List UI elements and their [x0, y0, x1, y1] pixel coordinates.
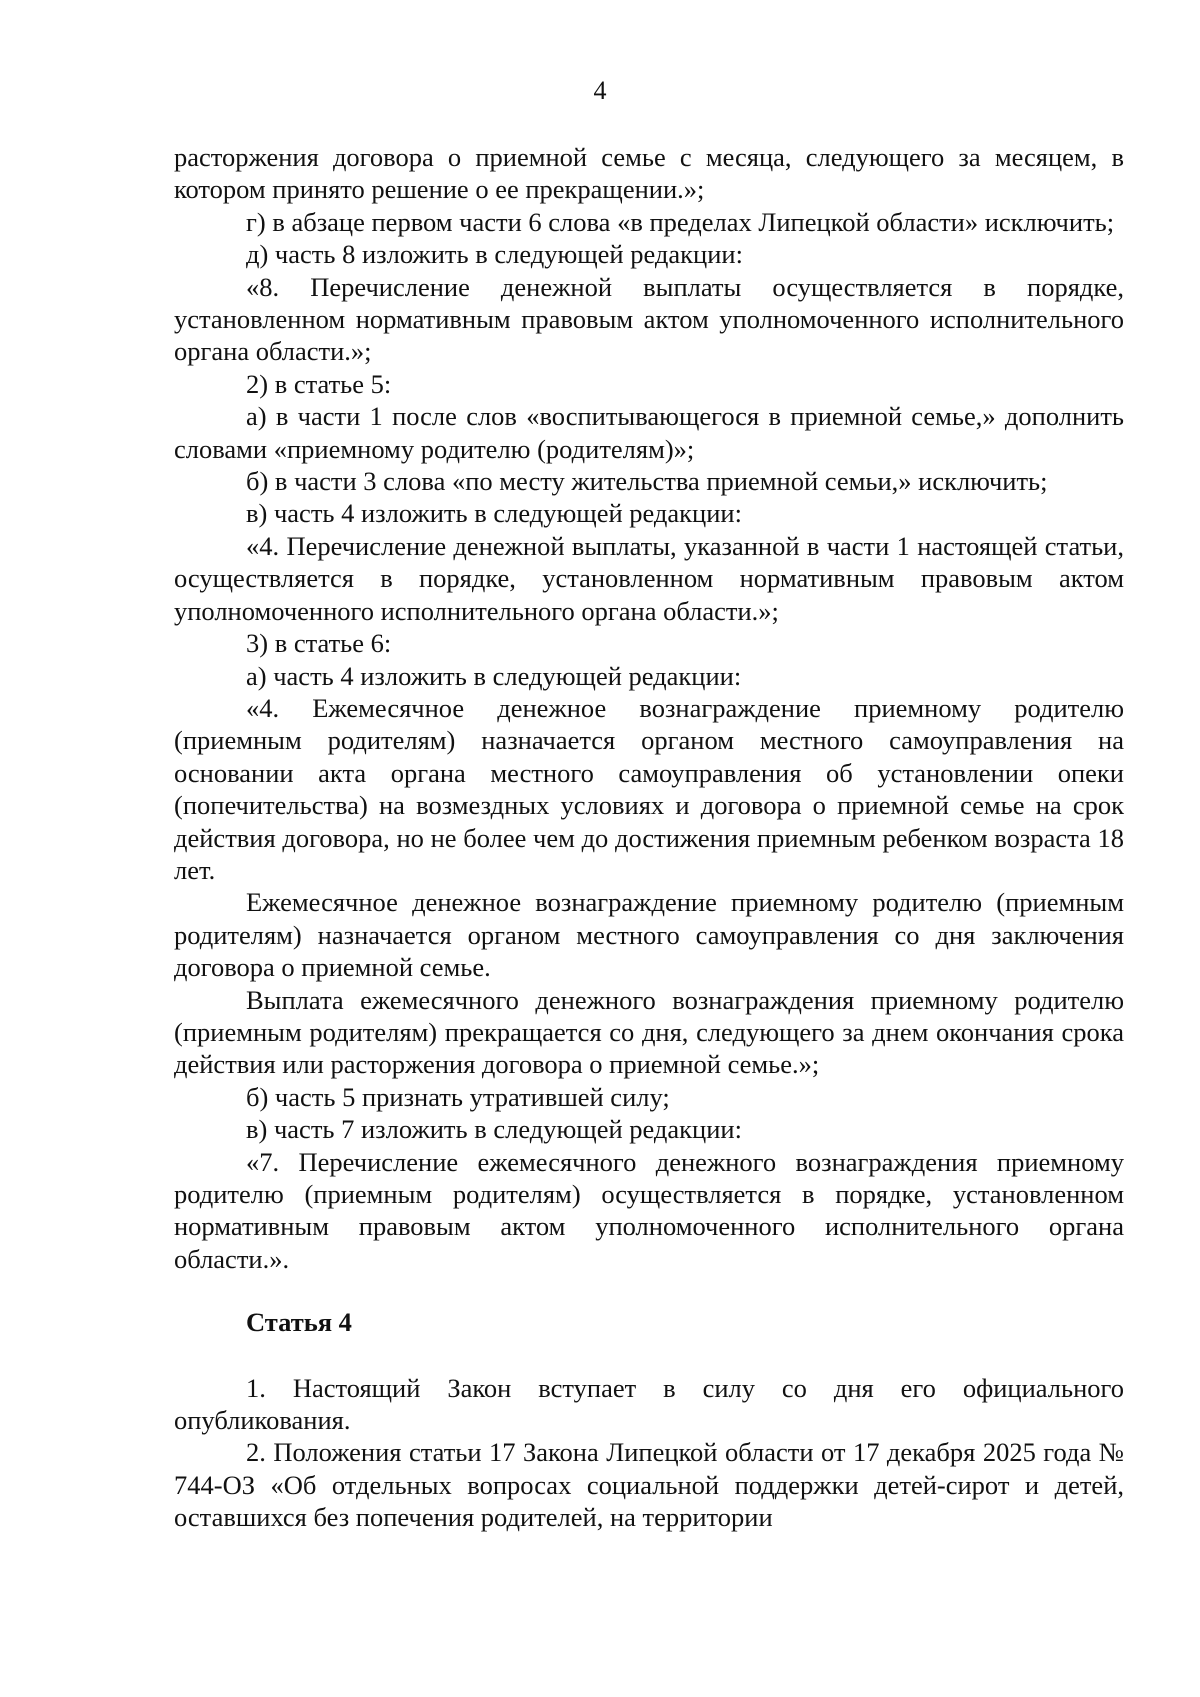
document-body	[174, 141, 1124, 1534]
paragraph: б) часть 5 признать утратившей силу;	[246, 1081, 670, 1112]
article-heading: Статья 4	[246, 1307, 352, 1338]
paragraph: 1. Настоящий Закон вступает в силу со дня его официального опубликования.	[174, 1372, 1124, 1436]
paragraph: Выплата ежемесячного денежного вознаграждения приемному родителю (приемным родителям) прекращается со дня, следующего за днем окончания срока действия или расторжения договора о приемной семье.»;	[174, 984, 1124, 1080]
paragraph: 2. Положения статьи 17 Закона Липецкой области от 17 декабря 2025 года № 744-ОЗ «Об отдельных вопросах социальной поддержки детей-сирот и детей, оставшихся без попечения родителей, на территории	[174, 1437, 1124, 1533]
paragraph: б) в части 3 слова «по месту жительства приемной семьи,» исключить;	[246, 466, 1048, 497]
paragraph: расторжения договора о приемной семье с месяца, следующего за месяцем, в котором принято решение о ее прекращении.»;	[174, 142, 1124, 205]
paragraph: 2) в статье 5:	[246, 368, 392, 399]
paragraph: г) в абзаце первом части 6 слова «в пределах Липецкой области» исключить;	[246, 206, 1115, 237]
paragraph: 3) в статье 6:	[246, 628, 392, 659]
paragraph: «4. Перечисление денежной выплаты, указанной в части 1 настоящей статьи, осуществляется в порядке, установленном нормативным правовым актом уполномоченного исполнительного органа области.»;	[174, 530, 1124, 626]
paragraph: «8. Перечисление денежной выплаты осуществляется в порядке, установленном нормативным правовым актом уполномоченного исполнительного органа области.»;	[174, 271, 1124, 367]
page-number: 4	[593, 76, 607, 105]
paragraph: «7. Перечисление ежемесячного денежного вознаграждения приемному родителю (приемным родителям) осуществляется в порядке, установленном нормативным правовым актом уполномоченного исполнительного органа области.».	[174, 1146, 1124, 1274]
paragraph: «4. Ежемесячное денежное вознаграждение приемному родителю (приемным родителям) назначается органом местного самоуправления на основании акта органа местного самоуправления об установлении опеки (попечительства) на возмездных условиях и договора о приемной семье на срок действия договора, но не более чем до достижения приемным ребенком возраста 18 лет.	[174, 692, 1124, 885]
paragraph: в) часть 7 изложить в следующей редакции:	[246, 1114, 742, 1145]
paragraph: а) часть 4 изложить в следующей редакции:	[246, 660, 742, 691]
paragraph: в) часть 4 изложить в следующей редакции:	[246, 498, 742, 529]
paragraph: а) в части 1 после слов «воспитывающегося в приемной семье,» дополнить словами «приемному родителю (родителям)»;	[174, 401, 1124, 464]
paragraph: Ежемесячное денежное вознаграждение приемному родителю (приемным родителям) назначается органом местного самоуправления со дня заключения договора о приемной семье.	[174, 887, 1124, 983]
paragraph: д) часть 8 изложить в следующей редакции:	[246, 239, 743, 270]
